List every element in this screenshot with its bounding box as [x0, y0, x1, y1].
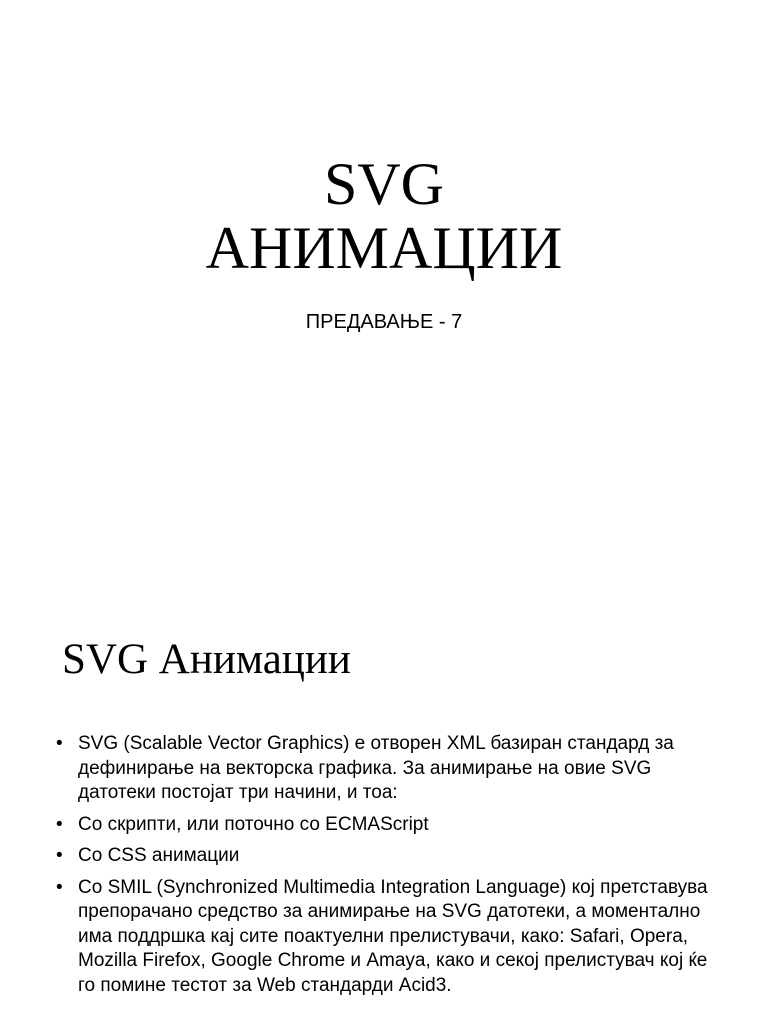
slide-title-line-2: АНИМАЦИИ [205, 215, 563, 281]
bullet-item-2 [56, 813, 716, 838]
bullet-text-1: SVG (Scalable Vector Graphics) е отворен XML базиран стандард за дефинирање на векторска графика. За анимирање на овие SVG датотеки постојат три начини, и тоа: [78, 733, 674, 803]
bullet-list [56, 732, 716, 1005]
bullet-text-2: Со скрипти, или поточно со ECMAScript [78, 813, 429, 835]
bullet-icon: • [56, 813, 63, 835]
content-slide [0, 576, 768, 1024]
bullet-item-4 [56, 876, 716, 999]
bullet-text-3: Со CSS анимации [78, 845, 240, 866]
slide-title-line-1: SVG [323, 151, 445, 217]
bullet-text-4: Со SMIL (Synchronized Multimedia Integration Language) кој претставува препорачано средство за анимирање на SVG датотеки, а моментално има поддршка кај сите поактуелни прелистувачи, како: Safari, Opera, Mozilla Firefox, Google Chrome и Amaya, како и секој прелистувач кој ќе го помине тестот за Web стандарди Acid3. [78, 876, 708, 996]
slide-title [0, 152, 768, 280]
slide-subtitle: ПРЕДАВАЊЕ - 7 [305, 311, 463, 333]
bullet-item-3 [56, 844, 716, 869]
content-slide-title: SVG Анимации [62, 636, 351, 683]
bullet-icon: • [56, 733, 63, 754]
bullet-icon: • [56, 876, 63, 898]
bullet-item-1 [56, 732, 716, 806]
bullet-icon: • [56, 845, 63, 866]
